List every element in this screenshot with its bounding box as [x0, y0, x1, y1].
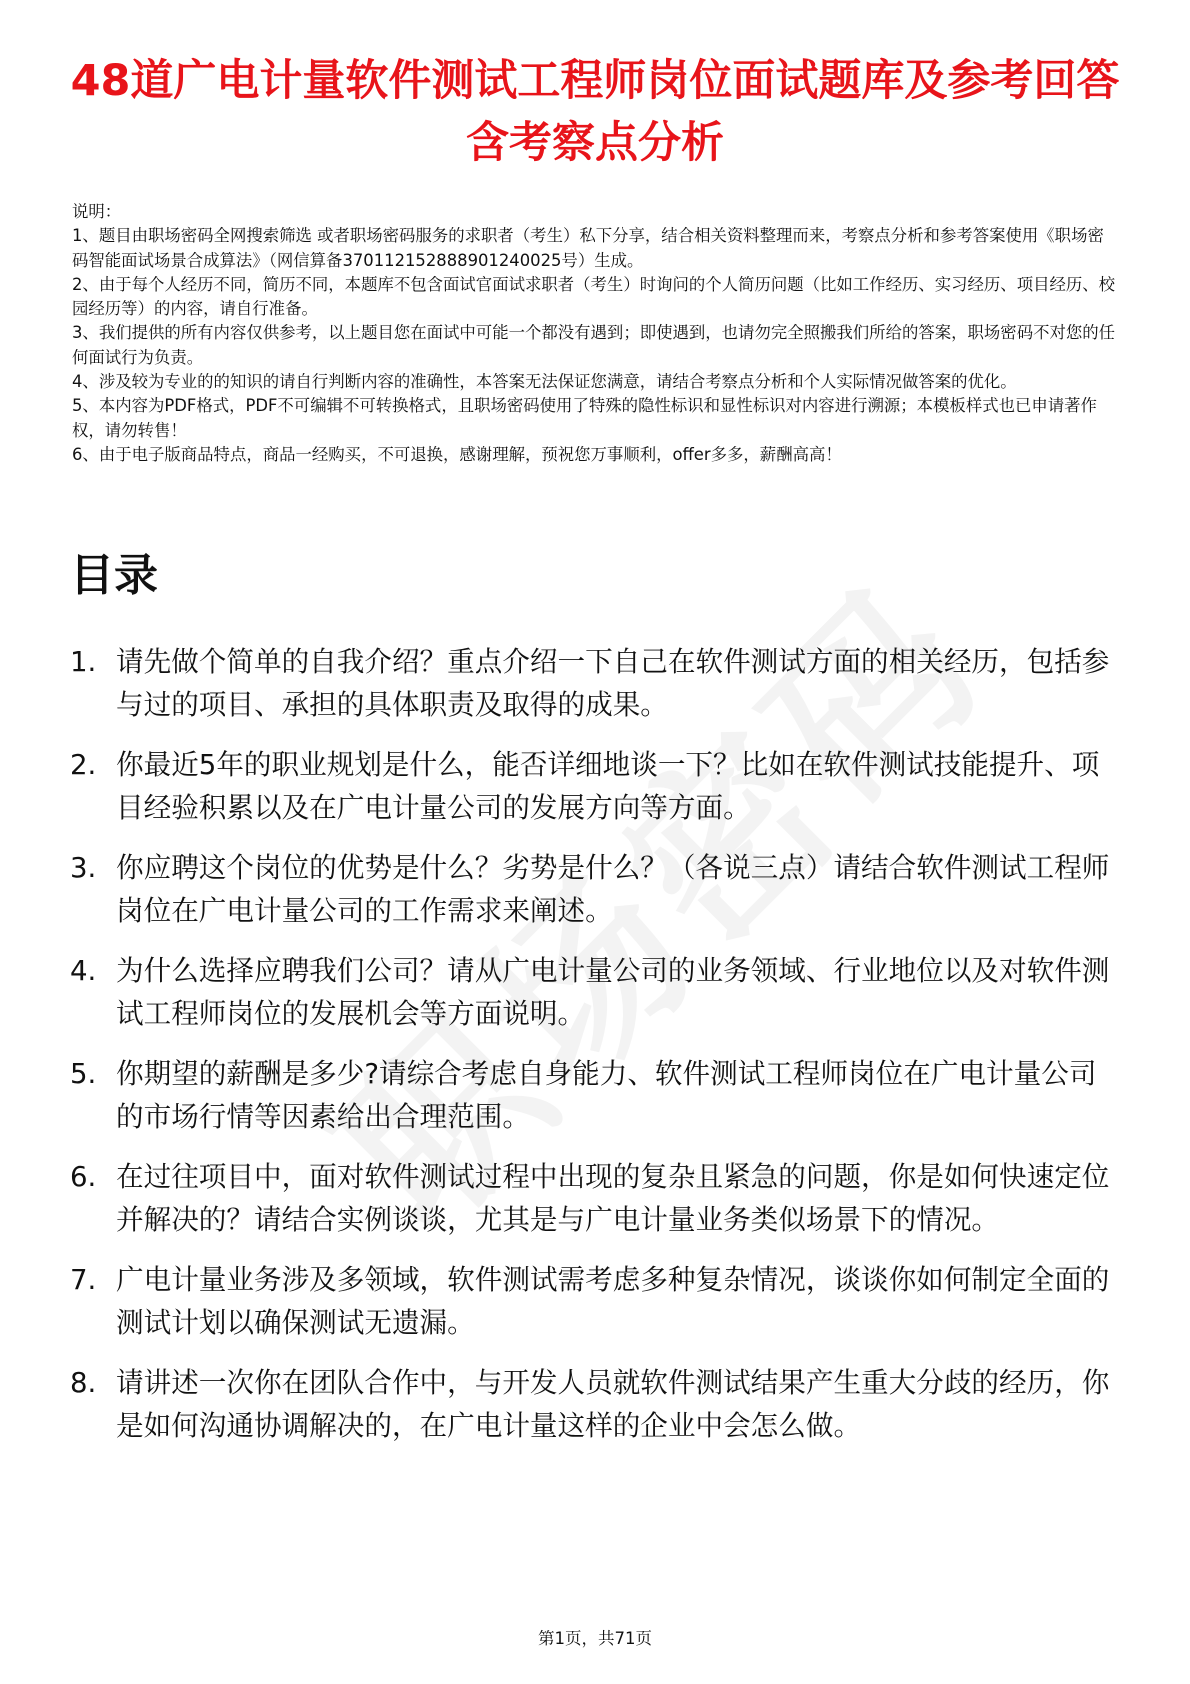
question-number: 6.: [70, 1160, 97, 1193]
question-item: [70, 1052, 1120, 1138]
page-footer: 第1页，共71页: [538, 1629, 652, 1648]
question-number: 8.: [70, 1366, 97, 1399]
question-number: 3.: [70, 851, 97, 884]
question-text: 你应聘这个岗位的优势是什么？劣势是什么？（各说三点）请结合软件测试工程师岗位在广电计量公司的工作需求来阐述。: [116, 851, 1110, 927]
question-item: [70, 743, 1120, 829]
question-text: 你最近5年的职业规划是什么，能否详细地谈一下？比如在软件测试技能提升、项目经验积累以及在广电计量公司的发展方向等方面。: [116, 748, 1100, 824]
notes-section: [72, 200, 1118, 467]
question-text: 为什么选择应聘我们公司？请从广电计量公司的业务领域、行业地位以及对软件测试工程师岗位的发展机会等方面说明。: [116, 954, 1110, 1030]
note-item: 3、我们提供的所有内容仅供参考，以上题目您在面试中可能一个都没有遇到；即使遇到，也请勿完全照搬我们所给的答案，职场密码不对您的任何面试行为负责。: [72, 323, 1116, 367]
question-number: 7.: [70, 1263, 97, 1296]
question-number: 4.: [70, 954, 97, 987]
note-item: 6、由于电子版商品特点，商品一经购买，不可退换，感谢理解，预祝您万事顺利，offer多多，薪酬高高！: [72, 444, 842, 464]
question-item: [70, 949, 1120, 1035]
toc-heading: 目录: [70, 550, 158, 601]
question-text: 广电计量业务涉及多领域，软件测试需考虑多种复杂情况，谈谈你如何制定全面的测试计划以确保测试无遗漏。: [116, 1263, 1110, 1339]
note-item: 4、涉及较为专业的的知识的请自行判断内容的准确性，本答案无法保证您满意，请结合考察点分析和个人实际情况做答案的优化。: [72, 372, 1017, 392]
question-text: 在过往项目中，面对软件测试过程中出现的复杂且紧急的问题，你是如何快速定位并解决的？请结合实例谈谈，尤其是与广电计量业务类似场景下的情况。: [116, 1160, 1110, 1236]
question-item: [70, 640, 1120, 726]
question-list: [70, 640, 1120, 1464]
question-number: 1.: [70, 645, 97, 678]
question-item: [70, 1361, 1120, 1447]
question-text: 请先做个简单的自我介绍？重点介绍一下自己在软件测试方面的相关经历，包括参与过的项目、承担的具体职责及取得的成果。: [116, 645, 1110, 721]
question-text: 你期望的薪酬是多少?请综合考虑自身能力、软件测试工程师岗位在广电计量公司的市场行情等因素给出合理范围。: [116, 1057, 1097, 1133]
question-text: 请讲述一次你在团队合作中，与开发人员就软件测试结果产生重大分歧的经历，你是如何沟通协调解决的，在广电计量这样的企业中会怎么做。: [116, 1366, 1110, 1442]
note-item: 5、本内容为PDF格式，PDF不可编辑不可转换格式，且职场密码使用了特殊的隐性标识和显性标识对内容进行溯源；本模板样式也已申请著作权，请勿转售！: [72, 396, 1097, 440]
question-number: 5.: [70, 1057, 97, 1090]
question-item: [70, 846, 1120, 932]
question-number: 2.: [70, 748, 97, 781]
question-item: [70, 1258, 1120, 1344]
notes-heading: 说明：: [72, 202, 122, 221]
note-item: 2、由于每个人经历不同，简历不同，本题库不包含面试官面试求职者（考生）时询问的个人简历问题（比如工作经历、实习经历、项目经历、校园经历等）的内容，请自行准备。: [72, 274, 1116, 319]
document-title: 48道广电计量软件测试工程师岗位面试题库及参考回答含考察点分析: [70, 56, 1120, 168]
question-item: [70, 1155, 1120, 1241]
note-item: 1、题目由职场密码全网搜索筛选 或者职场密码服务的求职者（考生）私下分享，结合相关资料整理而来，考察点分析和参考答案使用《职场密码智能面试场景合成算法》（网信算备370112152888901240025号）生成。: [72, 226, 1104, 270]
